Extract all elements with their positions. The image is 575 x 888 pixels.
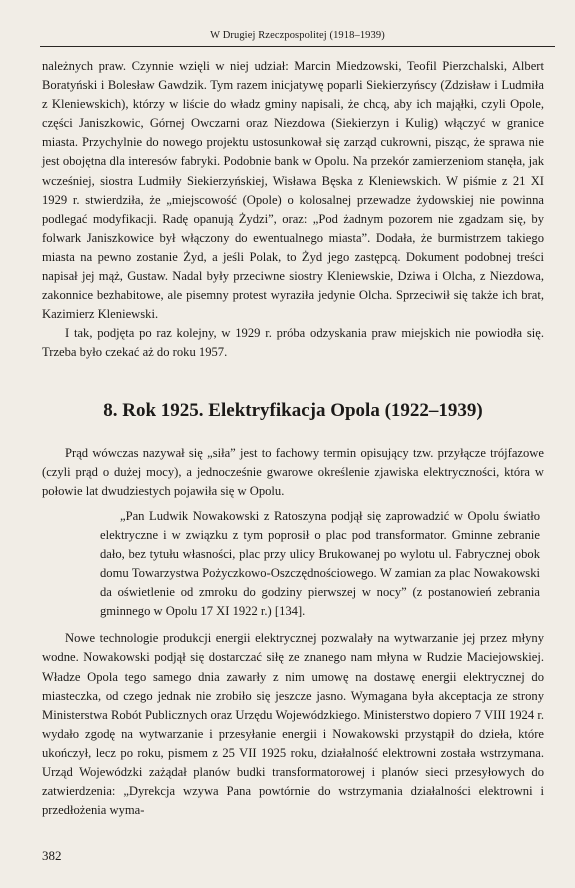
section-heading: 8. Rok 1925. Elektryfikacja Opola (1922–1939)	[103, 399, 483, 421]
paragraph-1: należnych praw. Czynnie wzięli w niej udział: Marcin Miedzowski, Teofil Pierzchalski, Albert Boratyński i Bolesław Gawdzik. Tym razem inicjatywę poparli Siekierzyńscy (Zdzisław i Ludmiła z Kleniewskich), którzy w liście do władz gminy napisali, że chcą, aby ich mająłki, czyli Opole, części Janiszkowic, Górnej Owczarni oraz Niezdowa (Siekierzyn i Kulig) włączyć w granice miasta. Przychylnie do nowego projektu ustosunkował się zarząd cukrowni, pisząc, że sprawa nie jest obojętna dla interesów fabryki. Podobnie bank w Opolu. Na przekór zamierzeniom stanęła, jak wcześniej, siostra Ludmiły Siekierzyńskiej, Wisława Bęska z Kleniewskich. W piśmie z 21 XI 1929 r. stwierdziła, że „miejscowość (Opole) o kolosalnej przewadze żydowskiej nie powinna podlegać modyfikacji. Radę opanują Żydzi”, oraz: „Pod żadnym pozorem nie zgadzam się, by folwark Janiszkowice był włączony do ewentualnego miasta”. Dodała, że burmistrzem takiego miasta na pewno zostanie Żyd, a jeśli Polak, to Żyd jego zastępcą. Dokument podobnej treści napisał jej mąż, Gustaw. Nadal były przeciwne siostry Kleniewskie, Dziwa i Olcha, z Niezdowa, zakonnice bezhabitowe, ale pisemny protest wyraziła jedynie Olcha. Sprzeciwił się także ich brat, Kazimierz Kleniewski.	[42, 59, 544, 322]
page-number: 382	[42, 848, 62, 863]
running-header: W Drugiej Rzeczpospolitej (1918–1939)	[210, 30, 385, 41]
header-rule	[40, 46, 555, 47]
paragraph-2: I tak, podjęta po raz kolejny, w 1929 r. próba odzyskania praw miejskich nie powiodła się. Trzeba było czekać aż do roku 1957.	[42, 326, 544, 360]
page-body	[42, 57, 544, 820]
paragraph-3: Prąd wówczas nazywał się „siła” jest to fachowy termin opisujący tzw. przyłącze trójfazowe (czyli prąd o dużej mocy), a jednocześnie gwarowe określenie zjawiska elektryczności, która w połowie lat dwudziestych pojawiła się w Opolu.	[42, 445, 544, 498]
paragraph-4: Nowe technologie produkcji energii elektrycznej pozwalały na wytwarzanie jej przez młyny wodne. Nowakowski podjął się dostarczać siłę ze znanego nam młyna w Rudzie Maciejowskiej. Władze Opola tego samego dnia zawarły z nim umowę na dostawę energii elektrycznej do miasteczka, od czego jednak nie zrobiło się jeszcze jasno. Wymagana była akceptacja ze strony Ministerstwa Robót Publicznych oraz Urzędu Wojewódzkiego. Ministerstwo dopiero 7 VIII 1924 r. wydało zgodę na wytwarzanie i przesyłanie energii i Nowakowski przystąpił do dzieła, które ukończył, lecz po roku, pismem z 25 VII 1925 roku, działalność elektrowni została wstrzymana. Urząd Wojewódzki zażądał planów budki transformatorowej i planów sieci przesyłowych do zatwierdzenia: „Dyrekcja wzywa Pana powtórnie do wstrzymania działalności elektrowni i przedłożenia wyma-	[42, 631, 544, 818]
block-quote: „Pan Ludwik Nowakowski z Ratoszyna podjął się zaprowadzić w Opolu światło elektryczne i w związku z tym poprosił o plac pod transformator. Gminne zebranie dało, bez tytułu własności, plac przy ulicy Brukowanej po wylotu ul. Fabrycznej obok domu Towarzystwa Pożyczkowo-Oszczędnościowego. W zamian za plac Nowakowski da oświetlenie od zmroku do godziny pierwszej w nocy” (z postanowień zebrania gminnego w Opolu 17 XI 1922 r.) [134].	[100, 508, 540, 619]
